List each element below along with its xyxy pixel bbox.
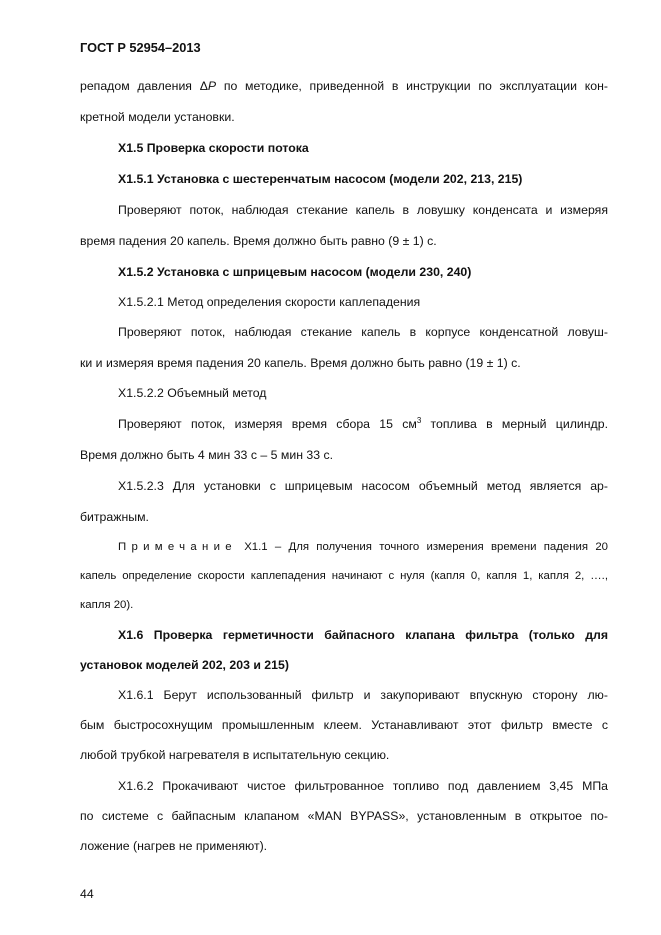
body-line: Время должно быть 4 мин 33 с – 5 мин 33 с. [80,448,334,462]
body-line: время падения 20 капель. Время должно быть равно (9 ± 1) с. [80,234,437,248]
body-line: ки и измеряя время падения 20 капель. Время должно быть равно (19 ± 1) с. [80,356,521,370]
document-header: ГОСТ Р 52954–2013 [80,40,201,55]
body-line: ложение (нагрев не применяют). [80,839,268,853]
page-number: 44 [80,887,94,901]
section-heading: установок моделей 202, 203 и 215) [80,658,289,672]
body-line: кретной модели установки. [80,110,235,124]
section-heading: Х1.5.2 Установка с шприцевым насосом (модели 230, 240) [118,265,472,279]
body-line: Проверяют поток, наблюдая стекание капель в корпусе конденсатной ловуш- [118,325,608,339]
subsection-heading: Х1.5.2.1 Метод определения скорости каплепадения [118,295,421,309]
body-line: битражным. [80,510,149,524]
body-line: Х1.5.2.3 Для установки с шприцевым насосом объемный метод является ар- [118,479,608,493]
body-line: Проверяют поток, измеряя время сбора 15 $см^3$ топлива в мерный цилиндр. [118,416,608,431]
body-line: Проверяют поток, наблюдая стекание капель в ловушку конденсата и измеряя [118,203,608,217]
body-line: Х1.6.2 Прокачивают чистое фильтрованное топливо под давлением 3,45 МПа [118,779,608,793]
section-heading: Х1.5 Проверка скорости потока [118,141,309,155]
note-line: капель определение скорости каплепадения начинают с нуля (капля 0, капля 1, капля 2, …., [80,570,608,582]
body-line: по системе с байпасным клапаном «MAN BYPASS», установленным в открытое по- [80,809,608,823]
section-heading: Х1.5.1 Установка с шестеренчатым насосом (модели 202, 213, 215) [118,172,523,186]
subsection-heading: Х1.5.2.2 Объемный метод [118,386,267,400]
body-line: репадом давления ΔP по методике, приведенной в инструкции по эксплуатации кон- [80,79,608,93]
body-line: бым быстросохнущим промышленным клеем. Устанавливают этот фильтр вместе с [80,718,608,732]
body-line: Х1.6.1 Берут использованный фильтр и закупоривают впускную сторону лю- [118,688,608,702]
note-line: капля 20). [80,599,134,611]
note-line: Примечание Х1.1 – Для получения точного измерения времени падения 20 [118,541,608,553]
section-heading: Х1.6 Проверка герметичности байпасного клапана фильтра (только для [118,628,608,642]
body-line: любой трубкой нагревателя в испытательную секцию. [80,748,390,762]
note-label: Примечание [118,541,237,553]
